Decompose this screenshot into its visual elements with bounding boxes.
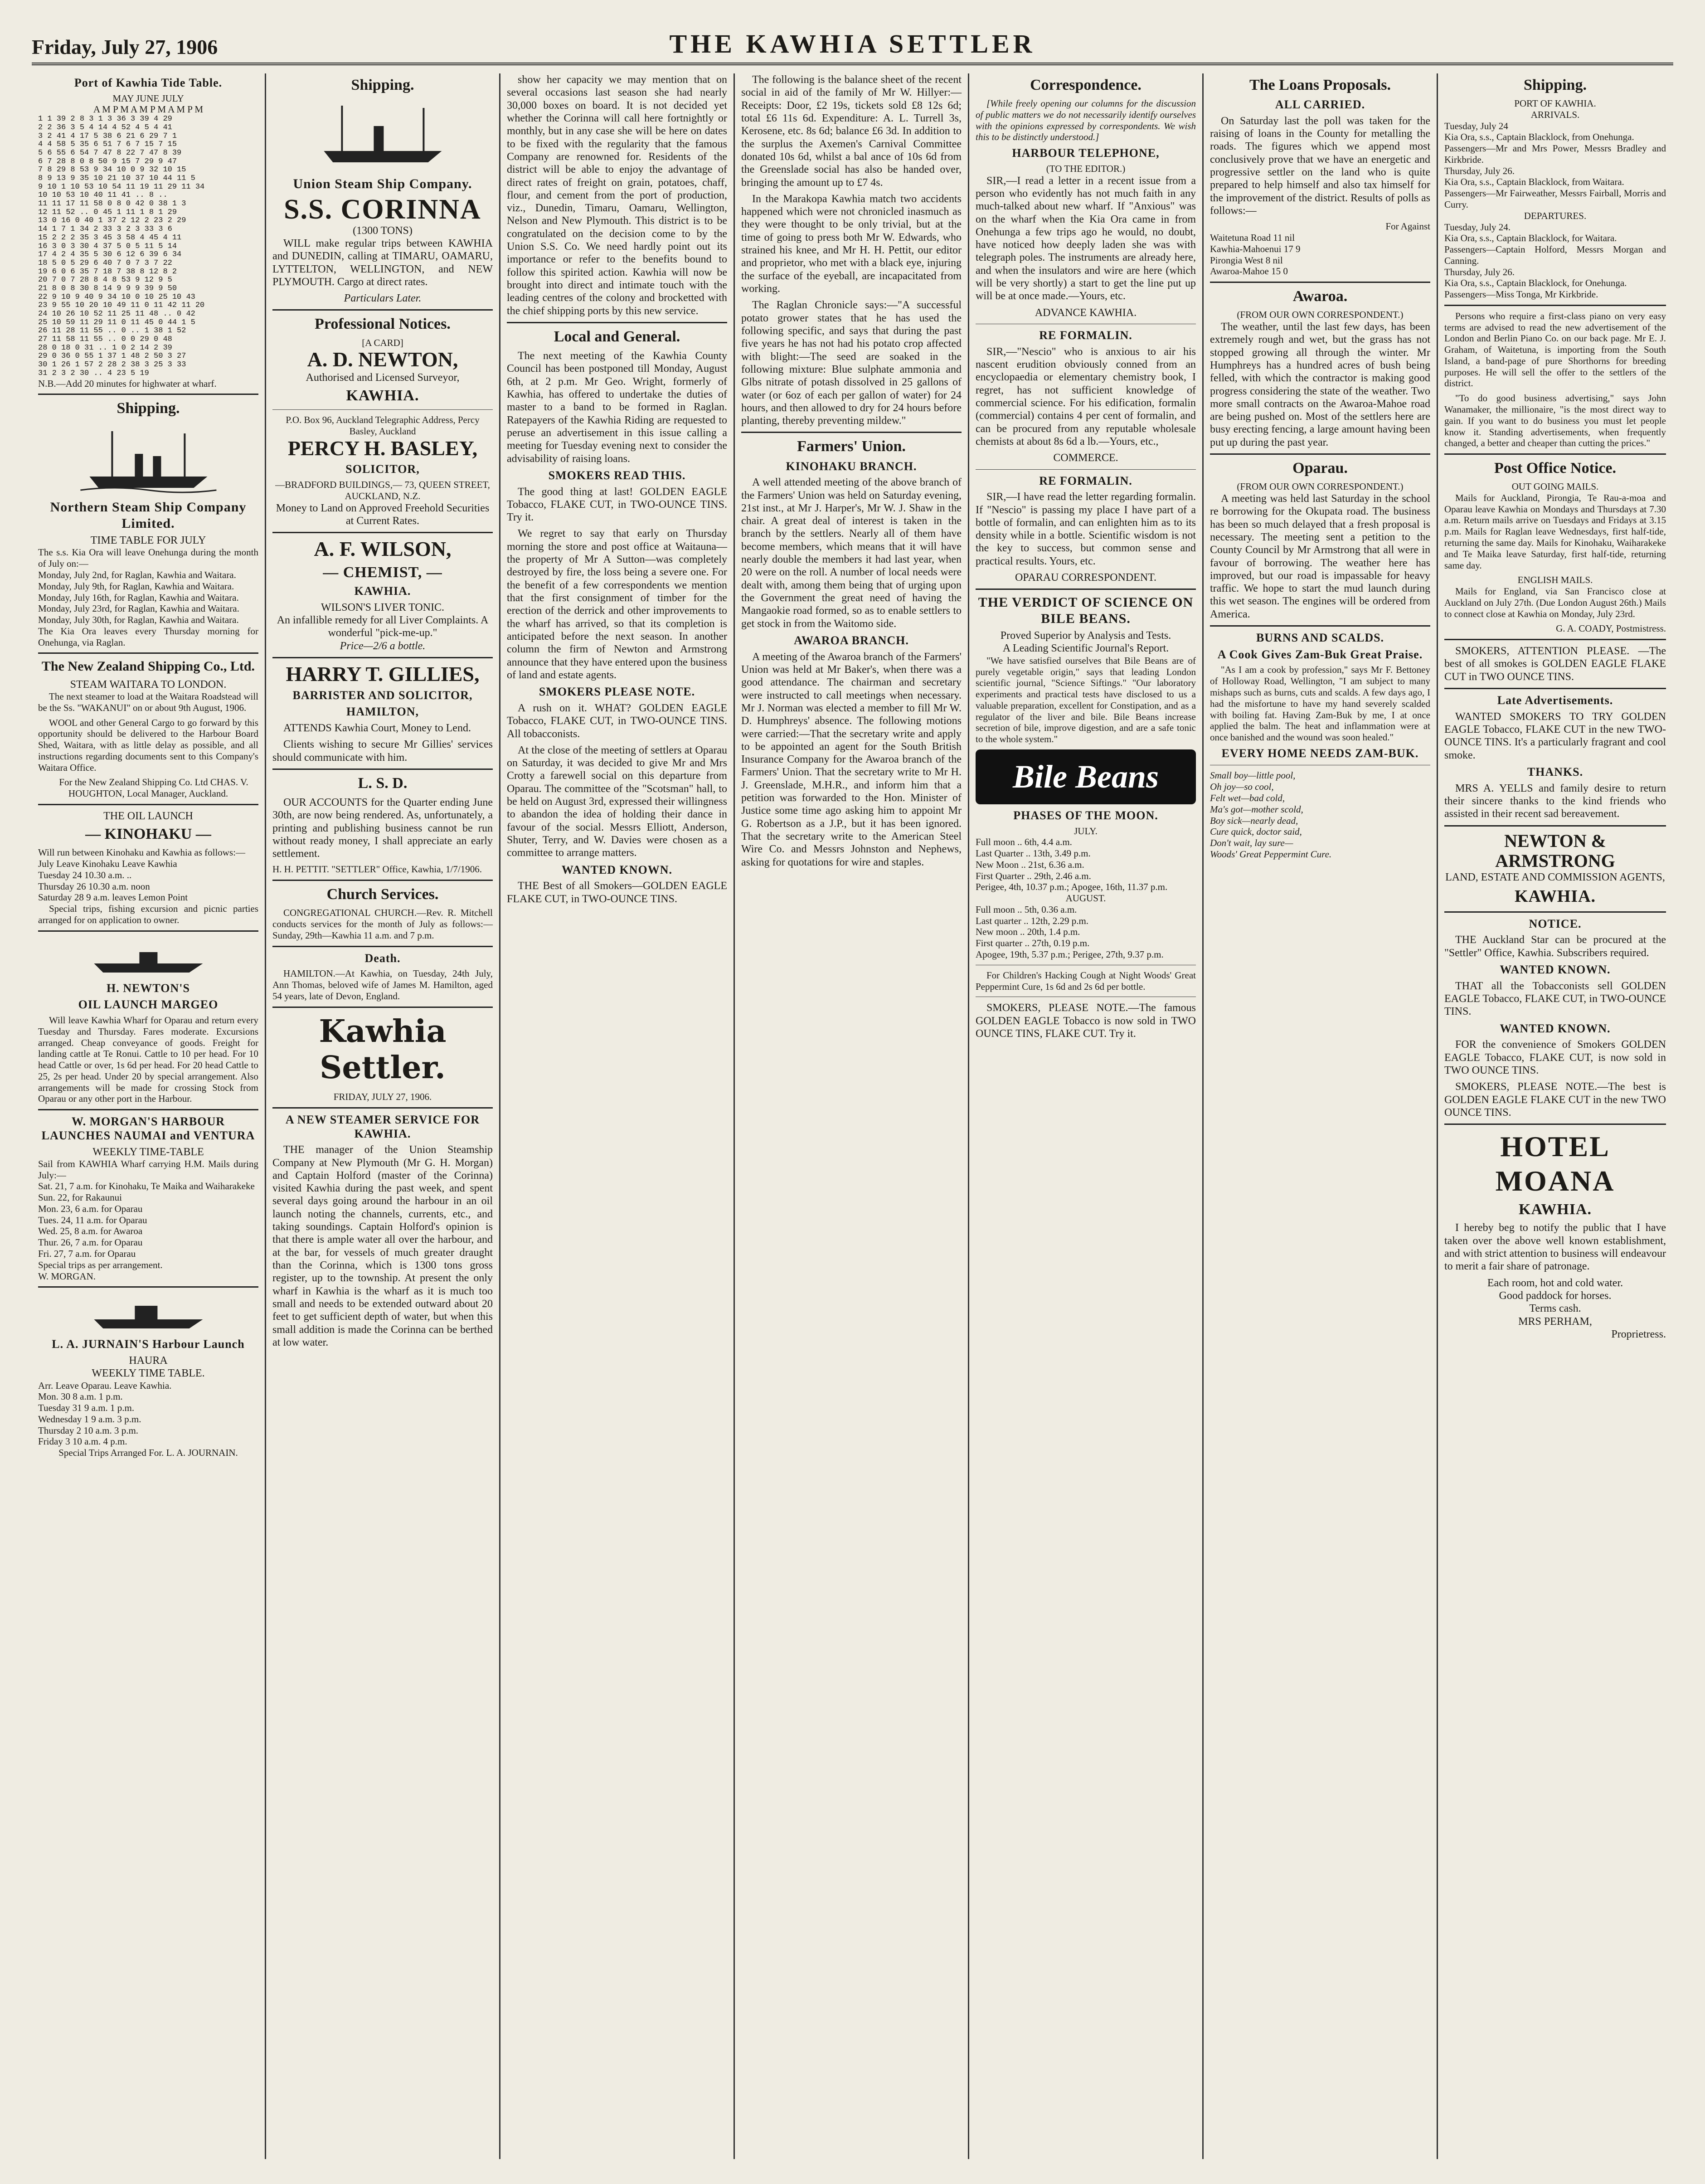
polls-list	[1210, 232, 1430, 277]
poll-result: Pirongia West 8 nil	[1210, 254, 1283, 266]
newton-armstrong-place: KAWHIA.	[1514, 886, 1596, 906]
paper-date: FRIDAY, JULY 27, 1906.	[333, 1091, 432, 1103]
awaroa-branch-header: AWAROA BRANCH.	[794, 633, 909, 647]
hotel-moana-name: HOTEL MOANA	[1495, 1130, 1615, 1197]
formalin-text: SIR,—"Nescio" who is anxious to air his nascent erudition obviously conned from an encyclopaedia or elementary chemistry book, I regret, has not sufficient knowledge of commercial science. For his edification, formalin (commercial) contains 4 per cent of formalin, and can be procured from any reputable wholesale chemists at about 8s 6d a lb.—Yours, etc.,	[976, 345, 1196, 448]
moon-july-header: JULY.	[1074, 825, 1098, 837]
notice-text: THE Auckland Star can be procured at the "Settler" Office, Kawhia. Subscribers required.	[1444, 934, 1666, 959]
steamer-service-continued: show her capacity we may mention that on several occasions last season she had nearly 30,000 boxes on board. It is not decided yet whether the Corinna will call here fortnightly or monthly, but in any case she will be here on dates to be fixed with the regularity that the famous Company are renowned for. Residents of the district will be able to enjoy the advantage of direct rates of freight on grain, potatoes, chaff, flour, and cement from the port of production, viz., Dunedin, Timaru, Oamaru, Wellington, Nelson and New Plymouth. This district is to be congratulated on the decision come to by the Union S.S. Co. We need hardly point out its importance or refer to the benefits bound to follow this spirited action. Kawhia will now be brought into direct and intimate touch with the leading centres of the colony and brocketted with the chief shipping ports by this new service.	[507, 74, 727, 317]
hotel-moana-terms: Terms cash.	[1529, 1303, 1581, 1315]
oil-launch-note: Special trips, fishing excursion and picnic parties arranged for on application to owner.	[38, 903, 258, 925]
gillies-place: HAMILTON,	[346, 705, 419, 719]
schedule-line: Will run between Kinohaku and Kawhia as follows:—	[38, 847, 245, 858]
schedule-line: Sat. 21, 7 a.m. for Kinohaku, Te Maika and Waiharakeke	[38, 1181, 255, 1192]
death-header: Death.	[364, 951, 401, 965]
hotel-moana-proprietress: Proprietress.	[1611, 1328, 1666, 1340]
wilson-role: — CHEMIST, —	[323, 564, 442, 581]
loans-header: The Loans Proposals.	[1249, 77, 1391, 93]
moon-phase-line: First quarter .. 27th, 0.19 p.m.	[976, 938, 1090, 949]
wanted-known-2-text: FOR the convenience of Smokers GOLDEN EAGLE Tobacco, FLAKE CUT, is now sold in TWO OUNCE TINS.	[1444, 1039, 1666, 1076]
tide-row: 30 1 26 1 57 2 28 2 38 3 25 3 33	[38, 360, 186, 370]
post-office-text: Mails for Auckland, Pirongia, Te Rau-a-moa and Oparau leave Kawhia on Mondays and Thursdays at 7.30 a.m. Return mails arrive on Tuesdays and Fridays at 3.15 p.m. Mails for Raglan leave Wednesdays, first half-tide, returning the same day. Mails for Kinohaku, Waiharakeke and Te Maika leave Saturday, first half-tide, returning same day.	[1444, 492, 1666, 571]
column-3	[500, 73, 735, 2159]
tide-row: 27 11 58 11 55 .. 0 0 29 0 48	[38, 335, 172, 344]
newton-armstrong-role: LAND, ESTATE AND COMMISSION AGENTS,	[1445, 871, 1665, 883]
balance-sheet-text: The following is the balance sheet of the recent social in aid of the family of Mr W. Hillyer:—Receipts: Door, £2 19s, tickets sold £8 12s 6d; total £6 11s 6d. Expenditure: A. L. Turrell 3s, Kerosene, etc. 8s 6d; balance £6 3d. In addition to the surplus the Axemen's Carnival Committee donated 10s 6d, whilst a bal ance of 10s 6d from the Greenslade social has also be handed over, bringing the amount up to £7 4s.	[741, 74, 962, 189]
kinohaku-branch-text: A well attended meeting of the above branch of the Farmers' Union was held on Saturday evening, 21st inst., at Mr J. Harper's, Mr W. J. Shaw in the chair. A great deal of interest is taken in the branch by the settlers. Nearly all of them have become members, which means that it will have nearly double the members it had last year, when 20 were on the roll. A number of local needs were dealt with, among them being that of urging upon the Government the great need of having the Mangaokie road formed, so as to enable settlers to get stock in from the Waitomo side.	[741, 477, 962, 630]
poem-line: Felt wet—bad cold,	[1210, 793, 1285, 804]
tide-row: 4 4 58 5 35 6 51 7 6 7 15 7 15	[38, 140, 177, 149]
awaroa-header: Awaroa.	[1292, 288, 1348, 305]
schedule-line: Friday 3 10 a.m. 4 p.m.	[38, 1436, 127, 1447]
tide-row: 21 8 0 8 30 8 14 9 9 9 39 9 50	[38, 284, 177, 293]
verdict-sub: Proved Superior by Analysis and Tests.	[1000, 630, 1171, 642]
moon-phase-line: Perigee, 4th, 10.37 p.m.; Apogee, 16th, 11.37 p.m.	[976, 881, 1168, 893]
smokers-note-text: A rush on it. WHAT? GOLDEN EAGLE Tobacco, FLAKE CUT, in TWO-OUNCE TINS. All tobacconists.	[507, 702, 727, 740]
launch-illustration-2	[60, 1292, 237, 1333]
arrival-line: Kia Ora, s.s., Captain Blacklock, from Waitara.	[1444, 176, 1624, 188]
harbour-telephone-header: HARBOUR TELEPHONE,	[1012, 146, 1160, 160]
basley-address-line: P.O. Box 96, Auckland Telegraphic Address, Percy Basley, Auckland	[286, 414, 480, 437]
arrival-line: Passengers—Mr and Mrs Power, Messrs Bradley and Kirkbride.	[1444, 143, 1666, 165]
schedule-line: W. MORGAN.	[38, 1270, 96, 1282]
formalin-header: RE FORMALIN.	[1039, 329, 1132, 342]
verdict-sub2: A Leading Scientific Journal's Report.	[1002, 642, 1169, 655]
kinohaku-branch-header: KINOHAKU BRANCH.	[786, 459, 917, 473]
tide-row: 22 9 10 9 40 9 34 10 0 10 25 10 43	[38, 292, 195, 302]
oparau-header: Oparau.	[1292, 460, 1348, 477]
awaroa-text: The weather, until the last few days, has been extremely rough and wet, but the grass has not stopped growing all through the winter. Mr Humphreys has a hundred acres of bush being felled, with which the contractor is making good progress considering the state of the weather. Two more small contracts on the Awaroa-Mahoe road are being pushed on. Most of the settlers here are busy erecting fencing, a large amount having been put up during the past year.	[1210, 321, 1430, 448]
tide-row: 8 9 13 9 35 10 21 10 37 10 44 11 5	[38, 174, 195, 183]
wanted-known-2-header: WANTED KNOWN.	[1500, 1021, 1611, 1035]
schedule-line: Mon. 23, 6 a.m. for Oparau	[38, 1203, 143, 1214]
formalin-signature: COMMERCE.	[1053, 452, 1118, 464]
morgan-schedule	[38, 1158, 258, 1282]
smokers-note-header: SMOKERS PLEASE NOTE.	[539, 685, 695, 699]
newton-place: KAWHIA.	[346, 387, 419, 404]
basley-name: PERCY H. BASLEY,	[287, 436, 478, 460]
jurnain-footer: Special Trips Arranged For. L. A. JOURNAIN.	[58, 1447, 238, 1459]
schedule-line: Wednesday 1 9 a.m. 3 p.m.	[38, 1413, 141, 1425]
tide-row: 23 9 55 10 20 10 49 11 0 11 42 11 20	[38, 301, 205, 310]
steamer-service-text: THE manager of the Union Steamship Company at New Plymouth (Mr G. H. Morgan) and Captain Holford (master of the Corinna) visited Kawhia during the past week, and spent several days going around the harbour in an oil launch noting the channels, currents, etc., and taking soundings. Captain Holford's opinion is that there is ample water all over the harbour, and at the bar, for vessels of much greater draught than the Corinna, which is 1300 tons gross register, up to the township. At present the only wharf in Kawhia is the wharf as it is much too small and needs to be extended outward about 20 feet to get sufficient depth of water, but when this small addition is made the Corinna can be berthed at low water.	[272, 1144, 493, 1348]
port-of-kawhia: PORT OF KAWHIA.	[1514, 98, 1596, 109]
wilson-text: An infallible remedy for all Liver Complaints. A wonderful "pick-me-up."	[277, 614, 489, 639]
jurnain-name: HAURA	[129, 1354, 168, 1367]
poll-result: Waitetuna Road 11 nil	[1210, 232, 1295, 243]
advertising-text: "To do good business advertising," says John Wanamaker, the millionaire, "is the most direct way to gain. If you want to do business you must let people know it. Standing advertisements, when frequently changed, a better and cheaper than cutting the prices."	[1444, 393, 1666, 449]
tide-header: A M P M A M P M A M P M	[93, 104, 204, 115]
peppermint-poem	[1210, 770, 1430, 860]
late-ads-header: Late Advertisements.	[1497, 694, 1613, 707]
hotel-moana-place: KAWHIA.	[1519, 1201, 1592, 1218]
lsd-signature: H. H. PETTIT. "SETTLER" Office, Kawhia, 1/7/1906.	[272, 864, 482, 875]
departure-line: Tuesday, July 24.	[1444, 221, 1511, 233]
smokers-footer: SMOKERS, PLEASE NOTE.—The best is GOLDEN EAGLE FLAKE CUT in the new TWO OUNCE TINS.	[1444, 1081, 1666, 1119]
moon-july-list	[976, 837, 1196, 893]
moon-phase-line: New moon .. 20th, 1.4 p.m.	[976, 926, 1080, 938]
nz-shipping-agent: For the New Zealand Shipping Co. Ltd CHAS. V. HOUGHTON, Local Manager, Auckland.	[59, 777, 248, 799]
polls-header: For Against	[1385, 221, 1430, 232]
tide-row: 3 2 41 4 17 5 38 6 21 6 29 7 1	[38, 131, 177, 141]
newton-launch-text: Will leave Kawhia Wharf for Oparau and return every Tuesday and Thursday. Fares moderate. Excursions arranged. Cheap conveyance of goods. Freight for landing cattle at Te Ronui. Cattle to 10 per head. For 10 head Cattle or over, 1s 6d per head. For 20 head Cattle to 25, 2s per head. Under 20 by special arrangement. Also arrangements will be made for crossing Stock from Oparau or any other port in the Harbour.	[38, 1015, 258, 1104]
hotel-moana-text3: Good paddock for horses.	[1499, 1289, 1612, 1302]
oil-launch-name: — KINOHAKU —	[85, 826, 211, 843]
local-general-header: Local and General.	[554, 328, 680, 345]
departure-line: Kia Ora, s.s., Captain Blacklock, for Waitara.	[1444, 233, 1617, 244]
schedule-line: Tues. 24, 11 a.m. for Oparau	[38, 1214, 147, 1226]
tide-row: 29 0 36 0 55 1 37 1 48 2 50 3 27	[38, 352, 186, 361]
wilson-price: Price—2/6 a bottle.	[340, 640, 426, 652]
schedule-line: Arr. Leave Oparau. Leave Kawhia.	[38, 1380, 172, 1391]
basley-text: Money to Land on Approved Freehold Securities at Current Rates.	[276, 502, 490, 527]
schedule-line: Sun. 22, for Rakaunui	[38, 1192, 122, 1203]
accidents-text: In the Marakopa Kawhia match two accidents happened which were not chronicled inasmuch as they were thought to be only trivial, but at the time of going to press both Mr W. Edwards, who strained his knee, and Mr H. H. Pettit, our editor and proprietor, who met with a black eye, injuring the surface of the eyeball, are incapacitated from working.	[741, 193, 962, 295]
local-general-text-3: At the close of the meeting of settlers at Oparau on Saturday, it was decided to give Mr and Mrs Crotty a farewell social on this departure from Oparau. The committee of the "Scotsman" hall, to be held on August 3rd, expressed their willingness to abandon the idea of holding their dance in favour of the social. Messrs Elliott, Anderson, Shuter, Terry, and W. Davies were chosen as a committee to arrange matters.	[507, 744, 727, 859]
column-6	[1204, 73, 1438, 2159]
schedule-line: Monday, July 16th, for Raglan, Kawhia and Waitara.	[38, 592, 239, 603]
nz-shipping-text2: WOOL and other General Cargo to go forward by this opportunity should be delivered to the Harbour Board Shed, Waitara, with as little delay as possible, and all instructions regarding documents sent to this Company's Waitara Office.	[38, 717, 258, 773]
corinna-text: WILL make regular trips between KAWHIA and DUNEDIN, calling at TIMARU, OAMARU, LYTTELTON, WELLINGTON, and NEW PLYMOUTH. Cargo at direct rates.	[272, 237, 493, 288]
verdict-header: THE VERDICT OF SCIENCE ON BILE BEANS.	[978, 595, 1194, 626]
moon-august-list	[976, 904, 1196, 960]
shipping-header: Shipping.	[117, 400, 180, 417]
paper-nameplate: Kawhia Settler.	[319, 1013, 447, 1086]
column-7	[1438, 73, 1672, 2159]
departure-line: Thursday, July 26.	[1444, 266, 1515, 277]
union-steam-title: Union Steam Ship Company.	[293, 176, 472, 192]
tide-row: 15 2 2 2 35 3 45 3 58 4 45 4 11	[38, 233, 182, 242]
gillies-name: HARRY T. GILLIES,	[286, 662, 480, 686]
correspondence-note: [While freely opening our columns for the discussion of public matters we do not necessarily identify ourselves with the opinions expressed by correspondents. We wish this to be distinctly understood.]	[976, 98, 1196, 143]
morgan-sub: WEEKLY TIME-TABLE	[92, 1146, 204, 1158]
smokers-read-header: SMOKERS READ THIS.	[548, 468, 686, 482]
corinna-tons: (1300 TONS)	[353, 224, 413, 237]
newspaper-title: THE KAWHIA SETTLER	[669, 29, 1036, 58]
issue-date: Friday, July 27, 1906	[32, 35, 218, 58]
hotel-moana-text2: Each room, hot and cold water.	[1487, 1277, 1623, 1289]
tide-row: 5 6 55 6 54 7 47 8 22 7 47 8 39	[38, 148, 182, 157]
jurnain-schedule	[38, 1380, 258, 1448]
tide-table-title: Port of Kawhia Tide Table.	[74, 76, 223, 89]
smokers-read-text: The good thing at last! GOLDEN EAGLE Tobacco, FLAKE CUT, in TWO-OUNCE TINS. Try it.	[507, 486, 727, 524]
poem-line: Woods' Great Peppermint Cure.	[1210, 848, 1332, 860]
departure-line: Passengers—Captain Holford, Messrs Morgan and Canning.	[1444, 244, 1666, 266]
oil-launch-header: THE OIL LAUNCH	[103, 810, 193, 822]
tide-row: 10 10 53 10 40 11 41 .. 8 ..	[38, 191, 168, 200]
hotel-moana-signature: MRS PERHAM,	[1518, 1315, 1592, 1328]
newton-role: Authorised and Licensed Surveyor,	[306, 371, 460, 384]
poem-line: Don't wait, lay sure—	[1210, 837, 1293, 849]
harbour-telephone-text: SIR,—I read a letter in a recent issue from a person who evidently has not much faith in any much-talked about new wharf. If "Anxious" was on the wharf when the Kia Ora came in from Onehunga a few trips ago he would, no doubt, have noticed how deeply laden she was with telegraph poles. The instruments are already here, and when the insulators and wire are here (which will be very shortly) a start to get the line put up will be at once made.—Yours, etc.	[976, 175, 1196, 302]
wanted-known-1-text: THAT all the Tobacconists sell GOLDEN EAGLE Tobacco, FLAKE CUT, in TWO-OUNCE TINS.	[1444, 980, 1666, 1018]
correspondence-header: Correspondence.	[1030, 77, 1142, 93]
card-label: [A CARD]	[362, 337, 403, 348]
arrival-line: Tuesday, July 24	[1444, 120, 1508, 131]
nss-subtitle: TIME TABLE FOR JULY	[90, 535, 206, 547]
oparau-from: (FROM OUR OWN CORRESPONDENT.)	[1237, 481, 1404, 492]
smokers-please-note: SMOKERS, PLEASE NOTE.—The famous GOLDEN EAGLE Tobacco is now sold in TWO OUNCE TINS, FLAKE CUT. Try it.	[976, 1002, 1196, 1040]
tide-row: 19 6 0 6 35 7 18 7 38 8 12 8 2	[38, 267, 177, 276]
steamship-illustration	[60, 422, 237, 495]
gillies-text2: Clients wishing to secure Mr Gillies' services should communicate with him.	[272, 739, 493, 764]
zam-buk-footer: EVERY HOME NEEDS ZAM-BUK.	[1221, 746, 1419, 760]
departures-list	[1444, 222, 1666, 300]
thanks-header: THANKS.	[1527, 765, 1584, 778]
local-general-text-2: We regret to say that early on Thursday morning the store and post office at Waitauna—the property of Mr A Sutton—was completely destroyed by fire, the loss being a severe one. For the benefit of a few correspondents we mention that the first consignment of timber for the erection of the derrick and other improvements to the wharf has arrived, so that its completion is anticipated before the next season. In another column the firm of Newton and Armstrong announce that they have entered upon the business of land and estate agents.	[507, 528, 727, 681]
post-office-header: Post Office Notice.	[1494, 460, 1617, 477]
schedule-line: Tuesday 31 9 a.m. 1 p.m.	[38, 1402, 135, 1414]
schedule-line: The Kia Ora leaves every Thursday morning for Onehunga, via Raglan.	[38, 625, 258, 648]
wanted-known-header: WANTED KNOWN.	[561, 863, 673, 876]
schedule-line: Thursday 2 10 a.m. 3 p.m.	[38, 1425, 139, 1436]
poem-line: Cure quick, doctor said,	[1210, 826, 1302, 837]
departure-line: Passengers—Miss Tonga, Mr Kirkbride.	[1444, 289, 1598, 300]
loans-text: On Saturday last the poll was taken for the raising of loans in the County for metalling the roads. The figures which we append most conclusively prove that we have an energetic and progressive settler on the land who is quite prepared to help himself and also tax himself for the improvement of the district. Results of polls as follows:—	[1210, 115, 1430, 217]
moon-phase-line: Full moon .. 5th, 0.36 a.m.	[976, 904, 1077, 915]
oparau-text: A meeting was held last Saturday in the school re borrowing for the Okupata road. The business has been so much delayed that a fresh proposal is necessary. The meeting sent a petition to the County Council by Mr Armstrong that all were in favour of borrowing. The weather here has improved, but our road is impassable for heavy traffic. We hope to start the mud launch during this wet season. The engines will be ordered from America.	[1210, 492, 1430, 620]
wanted-known-text: THE Best of all Smokers—GOLDEN EAGLE FLAKE CUT, in TWO-OUNCE TINS.	[507, 880, 727, 905]
tide-row: 26 11 28 11 55 .. 0 .. 1 38 1 52	[38, 326, 186, 336]
newton-launch-header: H. NEWTON'S	[107, 981, 190, 995]
tide-row: 31 2 3 2 30 .. 4 23 5 19	[38, 369, 149, 378]
moon-phase-line: First Quarter .. 29th, 2.46 a.m.	[976, 870, 1091, 881]
tide-row: 14 1 7 1 34 2 33 3 2 3 33 3 6	[38, 225, 172, 234]
tide-row: 9 10 1 10 53 10 54 11 19 11 29 11 34	[38, 182, 205, 191]
column-1	[32, 73, 266, 2159]
farmers-union-header: Farmers' Union.	[797, 438, 906, 455]
ship-icon	[295, 99, 471, 171]
shipping-header-3: Shipping.	[1524, 77, 1587, 93]
schedule-line: Monday, July 9th, for Raglan, Kawhia and Waitara.	[38, 580, 234, 592]
schedule-line: Sail from KAWHIA Wharf carrying H.M. Mails during July:—	[38, 1158, 258, 1181]
basley-role: SOLICITOR,	[345, 462, 420, 476]
awaroa-from: (FROM OUR OWN CORRESPONDENT.)	[1237, 309, 1404, 321]
columns	[32, 73, 1673, 2159]
ship-icon	[60, 422, 237, 495]
nz-shipping-title: The New Zealand Shipping Co., Ltd.	[41, 659, 255, 674]
postmistress-signature: G. A. COADY, Postmistress.	[1556, 623, 1666, 634]
launch-illustration	[60, 936, 237, 977]
newton-armstrong-name: NEWTON & ARMSTRONG	[1495, 830, 1615, 871]
harbour-telephone-signature: ADVANCE KAWHIA.	[1035, 306, 1137, 319]
masthead	[32, 27, 1673, 65]
shipping-header-2: Shipping.	[351, 77, 414, 93]
formalin2-text: SIR,—I have read the letter regarding formalin. If "Nescio" is passing my place I have part of a bottle of formalin, and can enlighten him as to its density while in a bottle. Scientific wisdom is not the key to success, but common sense and practical results. Yours, etc.	[976, 491, 1196, 567]
burns-sub: A Cook Gives Zam-Buk Great Praise.	[1217, 647, 1423, 661]
wanted-smokers: WANTED SMOKERS TO TRY GOLDEN EAGLE Tobacco, FLAKE CUT in the new TWO-OUNCE TINS. It's a particularly fragrant and cool smoke.	[1444, 710, 1666, 761]
professional-notices-header: Professional Notices.	[315, 316, 451, 333]
wanted-known-1-header: WANTED KNOWN.	[1500, 963, 1611, 977]
moon-phase-line: Last Quarter .. 13th, 3.49 p.m.	[976, 848, 1091, 859]
arrival-line: Thursday, July 26.	[1444, 165, 1515, 176]
thanks-text: MRS A. YELLS and family desire to return their sincere thanks to the kind friends who assisted in their recent sad bereavement.	[1444, 782, 1666, 820]
tide-row: 16 3 0 3 30 4 37 5 0 5 11 5 14	[38, 242, 177, 251]
departure-line: Kia Ora, s.s., Captain Blacklock, for Onehunga.	[1444, 277, 1627, 289]
tide-row: 12 11 52 .. 0 45 1 11 1 8 1 29	[38, 208, 177, 217]
formalin2-signature: OPARAU CORRESPONDENT.	[1015, 572, 1157, 584]
nz-shipping-text: The next steamer to load at the Waitara Roadstead will be the Ss. "WAKANUI" on or about 9th August, 1906.	[38, 691, 258, 713]
tide-row: 24 10 26 10 52 11 25 11 48 .. 0 42	[38, 310, 195, 319]
tide-row: 2 2 36 3 5 4 14 4 52 4 5 4 41	[38, 123, 172, 132]
corinna-name: S.S. CORINNA	[284, 194, 481, 225]
poem-line: Oh joy—so cool,	[1210, 781, 1274, 793]
tide-table	[38, 115, 258, 378]
nz-shipping-subtitle: STEAM WAITARA TO LONDON.	[70, 678, 227, 691]
moon-phase-line: Apogee, 19th, 5.37 p.m.; Perigee, 27th, 9.37 p.m.	[976, 949, 1164, 960]
moon-phase-line: New Moon .. 21st, 6.36 a.m.	[976, 859, 1084, 870]
english-mails-header: ENGLISH MAILS.	[1517, 574, 1593, 586]
arrival-line: Passengers—Mr Fairweather, Messrs Fairball, Morris and Curry.	[1444, 188, 1666, 210]
moon-phase-line: Last quarter .. 12th, 2.29 p.m.	[976, 915, 1089, 926]
schedule-line: Monday, July 2nd, for Raglan, Kawhia and Waitara.	[38, 569, 236, 581]
steamer-service-header: A NEW STEAMER SERVICE FOR KAWHIA.	[285, 1113, 480, 1140]
schedule-line: Tuesday 24 10.30 a.m. ..	[38, 869, 132, 880]
steamship-illustration-2	[295, 99, 471, 171]
nss-schedule	[38, 547, 258, 648]
schedule-line: July Leave Kinohaku Leave Kawhia	[38, 858, 177, 870]
tide-months: MAY JUNE JULY	[112, 92, 184, 104]
notice-header: NOTICE.	[1529, 917, 1582, 930]
column-2	[266, 73, 500, 2159]
newton-name: A. D. NEWTON,	[307, 348, 458, 371]
poll-result: Awaroa-Mahoe 15 0	[1210, 266, 1288, 277]
loans-carried: ALL CARRIED.	[1275, 98, 1365, 112]
poem-line: Small boy—little pool,	[1210, 770, 1296, 781]
poem-line: Boy sick—nearly dead,	[1210, 815, 1298, 826]
tide-row: 18 5 0 5 29 6 40 7 0 7 3 7 22	[38, 258, 172, 268]
schedule-line: Special trips as per arrangement.	[38, 1259, 163, 1270]
piano-text: Persons who require a first-class piano on very easy terms are advised to read the new advertisement of the London and Berlin Piano Co. on our back page. Mr E. J. Graham, of Waitetuna, is importing from the South Island, a band-page of pure Shorthorns for breeding purposes. He will sell the offer to the settlers of the district.	[1444, 310, 1666, 389]
burns-text: "As I am a cook by profession," says Mr F. Bettoney of Holloway Road, Wellington, "I am subject to many mishaps such as burns, cuts and scalds. A few days ago, I had the misfortune to have my hand severely scalded with boiling fat. Having Zam-Buk by me, I at once applied the balm. The heat and inflammation were at once banished and the wound was soon healed."	[1210, 664, 1430, 743]
wilson-tonic: WILSON'S LIVER TONIC.	[321, 601, 445, 613]
poem-line: Ma's got—mother scold,	[1210, 803, 1303, 815]
childrens-cough-text: For Children's Hacking Cough at Night Woods' Great Peppermint Cure, 1s 6d and 2s 6d per bottle.	[976, 969, 1196, 992]
schedule-line: Thur. 26, 7 a.m. for Oparau	[38, 1237, 143, 1248]
launch-icon	[60, 936, 237, 977]
arrival-line: Kia Ora, s.s., Captain Blacklock, from Onehunga.	[1444, 131, 1634, 143]
wilson-name: A. F. WILSON,	[314, 537, 452, 561]
particulars-later: Particulars Later.	[344, 292, 422, 305]
raglan-chronicle-text: The Raglan Chronicle says:—"A successful potato grower states that he has used the following specific, and says that during the past five years he has not had his potato crop affected with blight:—The seed are soaked in the following mixture: Blue sulphate ammonia and Glbs nitrate of potash dissolved in 25 gallons of water (or 6oz of each per gallon of water) for 24 hours, and then allowed to dry for 24 hours before planting, thereby preventing mildew."	[741, 299, 962, 427]
hotel-moana-text: I hereby beg to notify the public that I have taken over the above well known establishment, and with strict attention to business will endeavour to merit a fair share of patronage.	[1444, 1222, 1666, 1273]
morgan-header: W. MORGAN'S HARBOUR LAUNCHES NAUMAI and VENTURA	[41, 1115, 255, 1142]
tide-row: 6 7 28 8 0 8 50 9 15 7 29 9 47	[38, 157, 177, 166]
local-general-text: The next meeting of the Kawhia County Council has been postponed till Monday, August 6th, at 2 p.m. Mr Geo. Wright, formerly of Kawhia, has offered to undertake the duties of master to a band to be formed in Raglan. Ratepayers of the Kawhia Riding are requested to peruse an advertisement in this issue calling a meeting for Tuesday evening next to consider the advisability of raising loans.	[507, 350, 727, 465]
verdict-text: "We have satisfied ourselves that Bile Beans are of purely vegetable origin," says that leading London scientific journal, "Science Siftings." "Our laboratory experiments and practical tests have disclosed to us a valuable preparation, excellent for Constipation, and as a regulator of the liver and bile. Bile Beans increase secretion of bile, improve digestion, and are a safe tonic to the whole system."	[976, 655, 1196, 745]
tide-row: 25 10 59 11 29 11 0 11 45 0 44 1 5	[38, 318, 195, 327]
awaroa-branch-text: A meeting of the Awaroa branch of the Farmers' Union was held at Mr Baker's, when there was a good attendance. The chairman and secretary were instructed to call meetings when necessary. Mr J. Norman was elected a member to fill Mr W. D. Humphreys' absence. The following motions were carried:—That the secretary write and apply to be appointed an agent for the South British Insurance Company for the Awaroa branch of the Farmers' Union. That the secretary write to Mr H. J. Greenslade, M.H.R., and inform him that a petition was forwarded to the Hon. Minister of Justice some time ago asking him to appoint Mr G. Robertson as a J.P., but it has been ignored. That the secretary write to the American Steel Wire Co. and Messrs Johnston and Nephews, asking for quotations for wire and staples.	[741, 651, 962, 868]
tide-row: 13 0 16 0 40 1 37 2 12 2 23 2 29	[38, 216, 186, 225]
lsd-header: L. S. D.	[358, 774, 408, 792]
schedule-line: Mon. 30 8 a.m. 1 p.m.	[38, 1391, 123, 1402]
arrivals-list	[1444, 121, 1666, 210]
tide-row: 7 8 29 8 53 9 34 10 0 9 32 10 15	[38, 165, 186, 175]
harbour-to-editor: (TO THE EDITOR.)	[1046, 163, 1126, 174]
bile-beans-logo: Bile Beans	[976, 749, 1196, 804]
jurnain-header: L. A. JURNAIN'S Harbour Launch	[52, 1338, 245, 1351]
schedule-line: Thursday 26 10.30 a.m. noon	[38, 880, 150, 892]
death-text: HAMILTON.—At Kawhia, on Tuesday, 24th July, Ann Thomas, beloved wife of James M. Hamilton, aged 54 years, late of Devon, England.	[272, 968, 493, 1002]
wilson-place: KAWHIA.	[354, 584, 411, 598]
schedule-line: Monday, July 23rd, for Raglan, Kawhia and Waitara.	[38, 603, 239, 614]
column-5	[969, 73, 1204, 2159]
schedule-line: Saturday 28 9 a.m. leaves Lemon Point	[38, 892, 188, 903]
moon-august-header: AUGUST.	[1065, 893, 1106, 904]
column-4	[735, 73, 969, 2159]
basley-address: —BRADFORD BUILDINGS,— 73, QUEEN STREET, AUCKLAND, N.Z.	[275, 479, 490, 501]
schedule-line: Fri. 27, 7 a.m. for Oparau	[38, 1248, 136, 1259]
gillies-role: BARRISTER AND SOLICITOR,	[292, 688, 473, 702]
outgoing-mails: OUT GOING MAILS.	[1511, 481, 1599, 492]
launch-icon	[60, 1292, 237, 1333]
gillies-text: ATTENDS Kawhia Court, Money to Lend.	[283, 722, 471, 734]
schedule-line: Wed. 25, 8 a.m. for Awaroa	[38, 1226, 143, 1237]
tide-row: 11 11 17 11 58 0 8 0 42 0 38 1 3	[38, 199, 186, 209]
smokers-attention: SMOKERS, ATTENTION PLEASE. —The best of all smokes is GOLDEN EAGLE FLAKE CUT in TWO OUNCE TINS.	[1444, 645, 1666, 683]
departures-header: DEPARTURES.	[1524, 210, 1587, 221]
tide-row: 17 4 2 4 35 5 30 6 12 6 39 6 34	[38, 250, 182, 259]
oil-launch-schedule	[38, 847, 258, 903]
moon-phases-header: PHASES OF THE MOON.	[1013, 808, 1158, 822]
jurnain-sub: WEEKLY TIME TABLE.	[92, 1367, 205, 1380]
tide-row: 20 7 0 7 28 8 4 8 53 9 12 9 5	[38, 276, 172, 285]
poll-result: Kawhia-Mahoenui 17 9	[1210, 243, 1301, 254]
schedule-line: Monday, July 30th, for Raglan, Kawhia and Waitara.	[38, 614, 239, 626]
tide-row: 1 1 39 2 8 3 1 3 36 3 39 4 29	[38, 115, 172, 124]
tide-note: N.B.—Add 20 minutes for highwater at wharf.	[38, 378, 217, 389]
arrivals-header: ARRIVALS.	[1530, 109, 1580, 120]
tide-row: 28 0 18 0 31 .. 1 0 2 14 2 39	[38, 343, 172, 352]
formalin2-header: RE FORMALIN.	[1039, 474, 1132, 487]
burns-header: BURNS AND SCALDS.	[1256, 631, 1384, 645]
nss-title: Northern Steam Ship Company Limited.	[50, 500, 247, 531]
church-header: Church Services.	[326, 886, 439, 903]
english-mails-text: Mails for England, via San Francisco close at Auckland on July 27th. (Due London August 26th.) Mails to connect close at Kawhia on Monday, July 23rd.	[1444, 586, 1666, 619]
moon-phase-line: Full moon .. 6th, 4.4 a.m.	[976, 837, 1072, 848]
church-text: CONGREGATIONAL CHURCH.—Rev. R. Mitchell conducts services for the month of July as follows:— Sunday, 29th—Kawhia 11 a.m. and 7 p.m.	[272, 907, 493, 941]
newton-launch-sub: OIL LAUNCH MARGEO	[78, 998, 219, 1012]
schedule-line: The s.s. Kia Ora will leave Onehunga during the month of July on:—	[38, 547, 258, 569]
lsd-text: OUR ACCOUNTS for the Quarter ending June 30th, are now being rendered. As, unfortunately, a printing and publishing business cannot be run without ready money, I shall appreciate an early settlement.	[272, 796, 493, 860]
